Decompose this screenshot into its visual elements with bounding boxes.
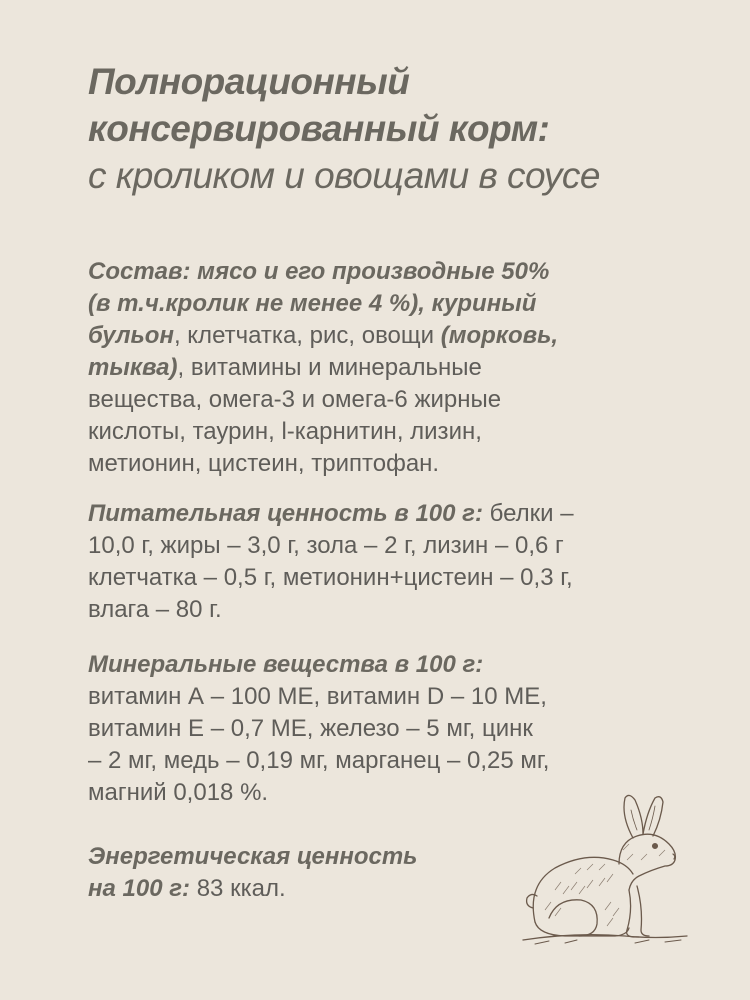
minerals-line-3: – 2 мг, медь – 0,19 мг, марганец – 0,25 мг, — [88, 747, 550, 774]
composition-line-3 — [88, 320, 688, 352]
nutrition-line-3: клетчатка – 0,5 г, метионин+цистеин – 0,3 г, — [88, 564, 573, 591]
minerals-section — [88, 649, 688, 809]
nutrition-section — [88, 498, 688, 626]
nutrition-line-2: 10,0 г, жиры – 3,0 г, зола – 2 г, лизин – 0,6 г — [88, 532, 564, 559]
composition-line-4-rest: , витамины и минеральные — [177, 354, 482, 381]
energy-value: 83 ккал. — [190, 875, 286, 902]
title-line-1: Полнорационный — [88, 61, 410, 102]
composition-line-1: Состав: мясо и его производные 50% — [88, 258, 550, 285]
minerals-heading: Минеральные вещества в 100 г: — [88, 651, 484, 678]
composition-line-7: метионин, цистеин, триптофан. — [88, 450, 440, 477]
energy-heading-line-1: Энергетическая ценность — [88, 843, 418, 870]
composition-section — [88, 256, 688, 480]
composition-line-4-bold: тыква) — [88, 354, 178, 381]
composition-line-2 — [88, 288, 688, 320]
nutrition-line-4: влага – 80 г. — [88, 596, 222, 623]
energy-heading-line-2: на 100 г: — [88, 875, 191, 902]
minerals-line-4: магний 0,018 %. — [88, 779, 269, 806]
title-block — [88, 58, 728, 199]
nutrition-line-1-rest: белки – — [482, 500, 574, 527]
composition-line-5: вещества, омега-3 и омега-6 жирные — [88, 386, 502, 413]
nutrition-line-1 — [88, 498, 688, 530]
composition-line-2-bold: (в т.ч.кролик не менее 4 %), куриный — [88, 290, 537, 317]
rabbit-icon — [515, 790, 695, 950]
title-line-2: консервированный корм: — [88, 108, 550, 149]
minerals-line-2: витамин Е – 0,7 МЕ, железо – 5 мг, цинк — [88, 715, 533, 742]
composition-line-4 — [88, 352, 688, 384]
composition-line-3-bold: бульон — [88, 322, 174, 349]
nutrition-heading: Питательная ценность в 100 г: — [88, 500, 483, 527]
composition-line-3-bold2: (морковь, — [440, 322, 559, 349]
composition-line-3-rest: , клетчатка, рис, овощи — [173, 322, 441, 349]
minerals-line-1: витамин А – 100 МЕ, витамин D – 10 МЕ, — [88, 683, 547, 710]
composition-line-6: кислоты, таурин, l-карнитин, лизин, — [88, 418, 482, 445]
subtitle: с кроликом и овощами в соусе — [88, 155, 600, 196]
